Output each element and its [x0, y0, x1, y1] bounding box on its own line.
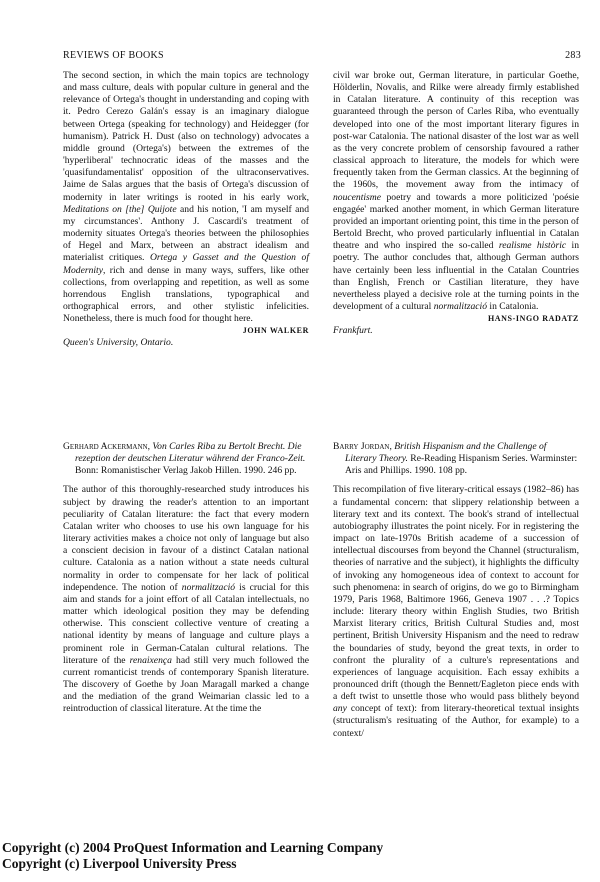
- reviewer-affiliation: Frankfurt.: [333, 325, 373, 337]
- body-paragraph: This recompilation of five literary-critical essays (1982–86) has a fundamental concern: that slippery relationship between a literary text and its context. The book's strand of intellectual autobiography illustrates the point nicely. For in registering the impact on late-1970s British academe of a succession of intellectual discourses from beyond the Channel (structuralism, theories of narrative and the subject), it highlights the difficulty of invoking any homogeneous idea of context to account for such phenomena: in search of origins, do we go to Birmingham 1979, Paris 1968, Baltimore 1966, Geneva 1907 . . .? Topics include: literary theory within English Studies, two British Marxist literary critics, British Cultural Studies and, most pertinent, British University Hispanism and the need to redraw the boundaries of study, beyond the great texts, in order to confront the plurality of a culture's representations and experiences of language acquisition. Each essay exhibits a pronounced drift (though the Bennett/Eagleton piece ends with a deft twist to unsettle those who would pass blithely beyond any concept of text): from literary-theoretical textual insights (structuralism's resituating of the Author, for example) to a context/: [333, 484, 579, 739]
- reviewer-affiliation: Queen's University, Ontario.: [63, 337, 174, 349]
- body-paragraph: The second section, in which the main topics are technology and mass culture, deals with popular culture in general and the relevance of Ortega's thought in understanding and coping with it. Pedro Cerezo Galán's essay is an imaginary dialogue between Ortega (speaking for technology) and Heidegger (for humanism). Patrick H. Dust (also on technology) advocates a middle ground (Ortega's) between the extremes of the 'hyperliberal' technocratic ideas of the masses and the 'quasifundamentalist' opposition of the ultraconservatives. Jaime de Salas argues that the basis of Ortega's discussion of modernity in later writings is rooted in his early work, Meditations on [the] Quijote and his notion, 'I am myself and my circumstances'. Anthony J. Cascardi's treatment of modernity situates Ortega's theories between the philosophies of Hegel and Marx, between an abstract idealism and materialist critiques. Ortega y Gasset and the Question of Modernity, rich and dense in many ways, suffers, like other collections, from overlapping and repetition, as well as some horrendous English translations, typographical and orthographical errors, and other stylistic infelicities. Nonetheless, there is much food for thought here.: [63, 70, 309, 325]
- bibliographic-entry: [63, 441, 309, 477]
- review-walker-continued: [63, 70, 309, 350]
- reviewer-signature: HANS-INGO RADATZ: [487, 314, 579, 324]
- bibliographic-entry: [333, 441, 579, 477]
- book-title: British Hispanism and the Challenge of Literary Theory.: [345, 441, 547, 465]
- review-jordan: [333, 441, 579, 740]
- copyright-line-proquest: Copyright (c) 2004 ProQuest Information and Learning Company: [2, 840, 384, 855]
- publication-details: Bonn: Romanistischer Verlag Jakob Hillen. 1990. 246 pp.: [75, 465, 297, 477]
- running-head: [63, 50, 581, 61]
- body-paragraph: The author of this thoroughly-researched study introduces his subject by drawing the reader's attention to an important peculiarity of Catalan literature: the fact that every modern Catalan writer who chooses to use his own language for his literary activities makes a choice not only of language but also a conscient decision in favour of a distinct Catalan national culture. Catalonia as a nation without a state needs cultural normality in order to compensate for her lack of political independence. The notion of normalització is crucial for this aim and stands for a joint effort of all Catalan intellectuals, no matter which ideological position they may be defending otherwise. This conscient collective venture of creating a national identity by means of language and culture plays a prominent role in German-Catalan cultural relations. The literature of the renaixença had still very much followed the current romanticist trends of contemporary Spanish literature. The discovery of Goethe by Joan Maragall marked a change and the mediation of the grand Weimarian classic led to a reintroduction of classical literature. At the time the: [63, 484, 309, 715]
- page-number: 283: [565, 50, 581, 61]
- body-paragraph: civil war broke out, German literature, in particular Goethe, Hölderlin, Novalis, and Rilke were already firmly established in Catalan literature. A continuity of this reception was guaranteed through the person of Carles Riba, who eventually developed into one of the most important literary figures in post-war Catalonia. The national disaster of the lost war as well as the very concrete problem of censorship favoured a rather classical approach to literature, the models for which were frequently taken from the German classics. At the beginning of the 1960s, the movement away from the intimacy of noucentisme poetry and towards a more politicized 'poésie engagée' marked another moment, in which German literature provided an important orienting point, this time in the person of Bertold Brecht, who proved particularly influential in Catalan theatre and who inspired the so-called realisme històric in poetry. The author concludes that, although German authors have certainly been less influential in the Catalan Countries than English, French or Castilian literature, they have nevertheless played a decisive role at the turning points in the development of a cultural normalització in Catalonia.: [333, 70, 579, 312]
- running-title: REVIEWS OF BOOKS: [63, 50, 164, 61]
- italic-title: Meditations on [the] Quijote: [63, 203, 177, 215]
- book-author: Barry Jordan,: [333, 441, 392, 452]
- italic-title: Ortega y Gasset and the Question of Modernity: [63, 252, 309, 276]
- book-author: Gerhard Ackermann,: [63, 441, 150, 452]
- publication-details: Re-Reading Hispanism Series. Warminster: Aris and Phillips. 1990. 108 pp.: [345, 453, 578, 477]
- book-title: Von Carles Riba zu Bertolt Brecht. Die rezeption der deutschen Literatur während der Franco-Zeit.: [75, 441, 306, 465]
- review-ackermann: [63, 441, 309, 715]
- copyright-footer: [2, 840, 383, 872]
- review-ackermann-continued: [333, 70, 579, 337]
- reviewer-signature: JOHN WALKER: [242, 326, 309, 336]
- copyright-line-publisher: Copyright (c) Liverpool University Press: [2, 856, 237, 871]
